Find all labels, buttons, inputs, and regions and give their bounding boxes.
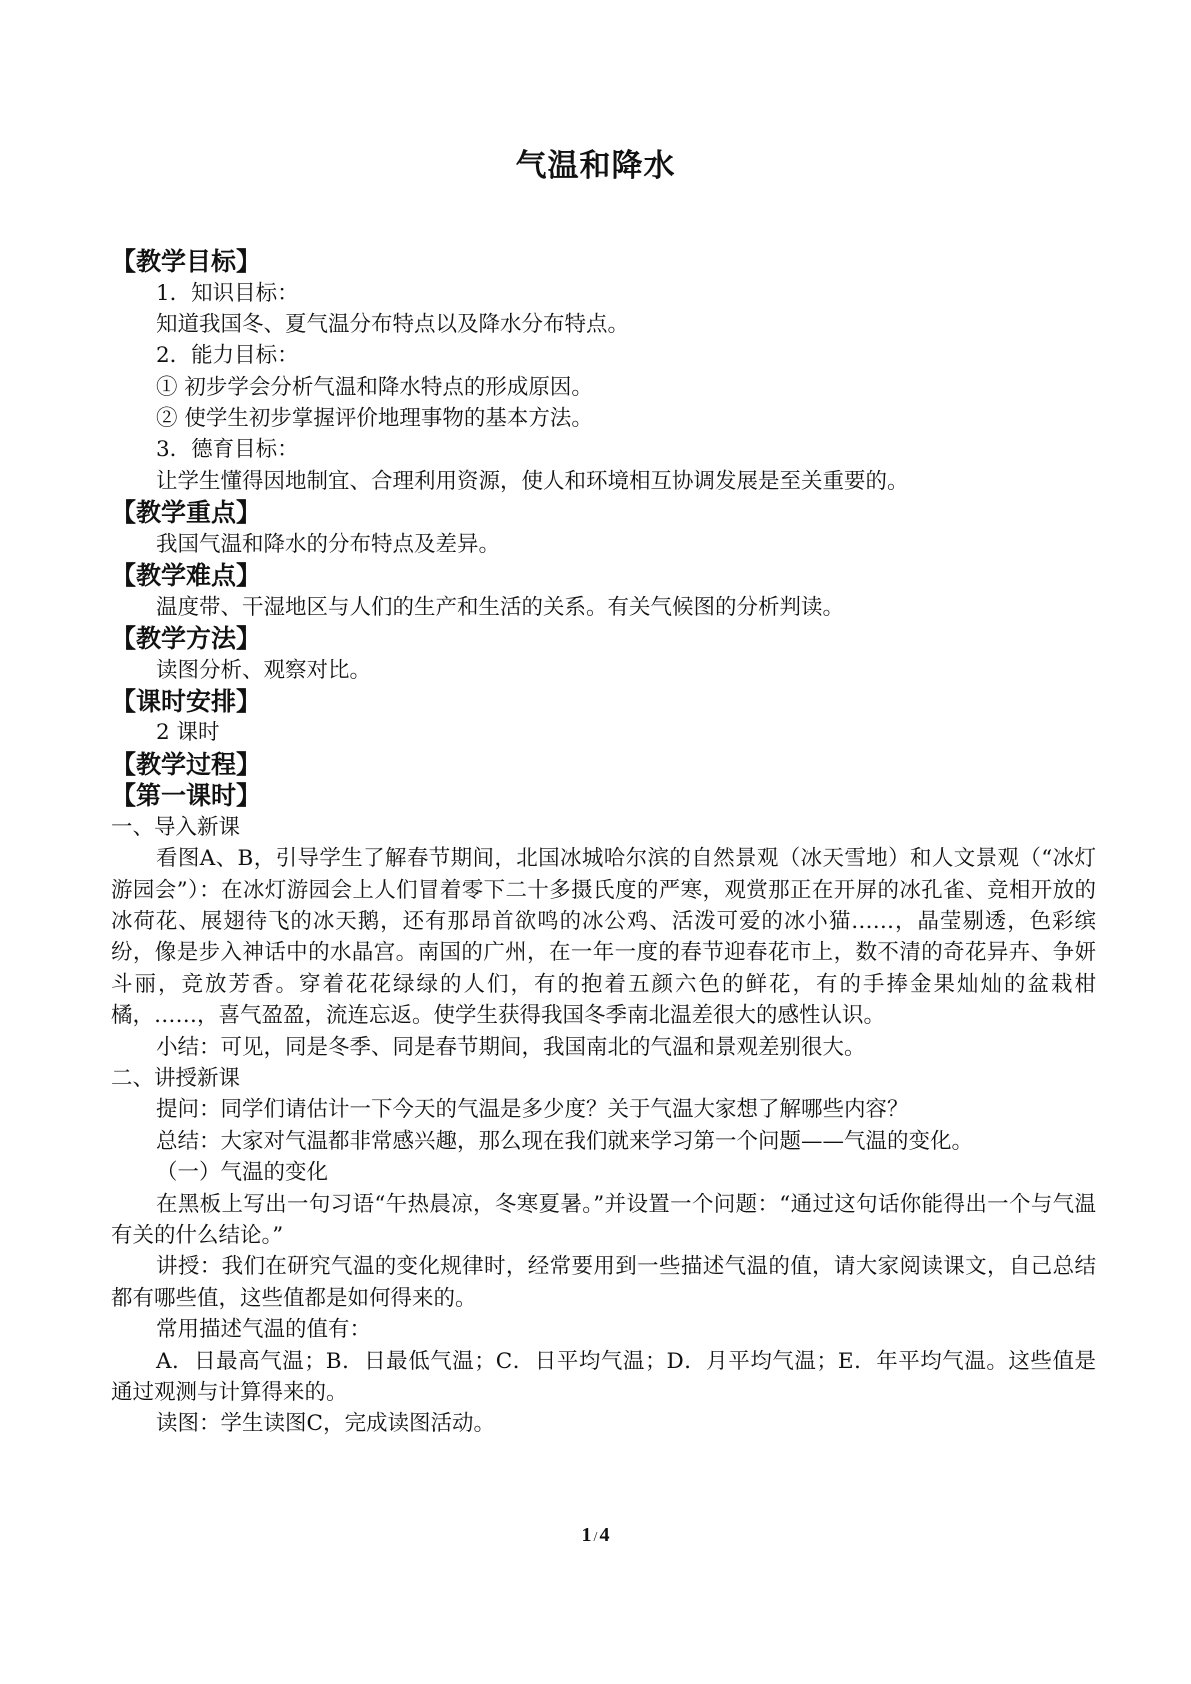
proverb-paragraph: 在黑板上写出一句习语“午热晨凉，冬寒夏暑。”并设置一个问题：“通过这句话你能得出一个与气温有关的什么结论。” [111, 1191, 1096, 1248]
intro-heading: 一、导入新课 [111, 814, 241, 840]
moral-label: 3．德育目标： [156, 437, 299, 463]
ability-item-2: ② 使学生初步掌握评价地理事物的基本方法。 [156, 406, 593, 432]
key-points-heading: 【教学重点】 [111, 498, 262, 528]
page-title: 气温和降水 [515, 148, 676, 184]
schedule-text: 2 课时 [156, 720, 220, 746]
ability-label: 2．能力目标： [156, 343, 299, 369]
intro-paragraph: 看图A、B，引导学生了解春节期间，北国冰城哈尔滨的自然景观（冰天雪地）和人文景观（“冰灯游园会”）：在冰灯游园会上人们冒着零下二十多摄氏度的严寒，观赏那正在开屏的冰孔雀、竞相开放的冰荷花、展翅待飞的冰天鹅，还有那昂首欲鸣的冰公鸡、活泼可爱的冰小猫……，晶莹剔透，色彩缤纷，像是步入神话中的水晶宫。南国的广州，在一年一度的春节迎春花市上，数不清的奇花异卉、争妍斗丽，竞放芳香。穿着花花绿绿的人们，有的抱着五颜六色的鲜花，有的手捧金果灿灿的盆栽柑橘，……，喜气盈盈，流连忘返。使学生获得我国冬季南北温差很大的感性认识。 [111, 846, 1096, 1029]
schedule-heading: 【课时安排】 [111, 686, 262, 716]
summary-text: 总结：大家对气温都非常感兴趣，那么现在我们就来学习第一个问题——气温的变化。 [156, 1128, 974, 1154]
process-heading: 【教学过程】 [111, 749, 262, 779]
methods-text: 读图分析、观察对比。 [156, 657, 372, 683]
page-separator: / [593, 1530, 598, 1545]
ability-item-1: ① 初步学会分析气温和降水特点的形成原因。 [156, 374, 593, 400]
lesson1-heading: 【第一课时】 [111, 781, 262, 811]
read-map-text: 读图：学生读图C，完成读图活动。 [156, 1411, 495, 1437]
page-total: 4 [599, 1524, 610, 1546]
question-text: 提问：同学们请估计一下今天的气温是多少度？关于气温大家想了解哪些内容？ [156, 1097, 909, 1123]
difficulties-text: 温度带、干湿地区与人们的生产和生活的关系。有关气候图的分析判读。 [156, 594, 845, 620]
goals-heading: 【教学目标】 [111, 247, 262, 276]
moral-text: 让学生懂得因地制宜、合理利用资源，使人和环境相互协调发展是至关重要的。 [156, 468, 909, 494]
page-current: 1 [581, 1524, 592, 1546]
values-label: 常用描述气温的值有： [156, 1317, 372, 1343]
difficulties-heading: 【教学难点】 [111, 561, 262, 591]
page-number [0, 1524, 1191, 1547]
key-points-text: 我国气温和降水的分布特点及差异。 [156, 531, 501, 557]
knowledge-label: 1．知识目标： [156, 280, 299, 306]
teach-heading: 二、讲授新课 [111, 1066, 241, 1092]
document-body [111, 246, 1096, 1440]
values-paragraph: A．日最高气温；B．日最低气温；C．日平均气温；D．月平均气温；E．年平均气温。这些值是通过观测与计算得来的。 [111, 1348, 1096, 1405]
subheading-temperature: （一）气温的变化 [156, 1160, 329, 1186]
methods-heading: 【教学方法】 [111, 624, 262, 654]
knowledge-text: 知道我国冬、夏气温分布特点以及降水分布特点。 [156, 311, 630, 337]
intro-summary: 小结：可见，同是冬季、同是春节期间，我国南北的气温和景观差别很大。 [156, 1034, 866, 1060]
lecture-paragraph: 讲授：我们在研究气温的变化规律时，经常要用到一些描述气温的值，请大家阅读课文，自己总结都有哪些值，这些值都是如何得来的。 [111, 1254, 1096, 1311]
